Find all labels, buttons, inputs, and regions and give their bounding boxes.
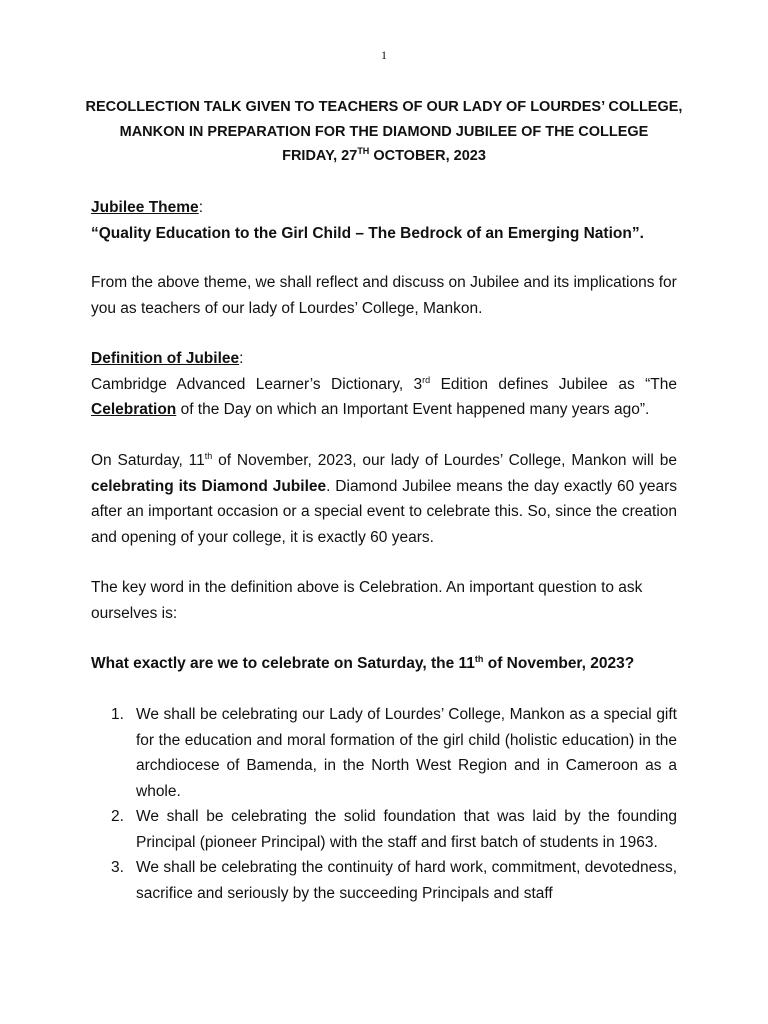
keyword-paragraph: The key word in the definition above is Celebration. An important question to ask ourselves is:	[91, 579, 643, 622]
title-line-3: FRIDAY, 27TH OCTOBER, 2023	[282, 146, 486, 164]
list-item: 3. We shall be celebrating the continuity of hard work, commitment, devotedness, sacrifice and seriously by the succeeding Principals and staff	[111, 859, 677, 902]
title-line-1: RECOLLECTION TALK GIVEN TO TEACHERS OF OUR LADY OF LOURDES’ COLLEGE,	[85, 99, 683, 115]
question-heading: What exactly are we to celebrate on Saturday, the 11th of November, 2023?	[91, 653, 635, 672]
list-item: 1. We shall be celebrating our Lady of Lourdes’ College, Mankon as a special gift for the education and moral formation of the girl child (holistic education) in the archdiocese of Bamenda, in the North West Region and in Cameroon as a whole.	[111, 706, 677, 800]
saturday-paragraph: On Saturday, 11th of November, 2023, our lady of Lourdes’ College, Mankon will be celebrating its Diamond Jubilee. Diamond Jubilee means the day exactly 60 years after an important occasion or a special event to celebrate this. So, since the creation and opening of your college, it is exactly 60 years.	[91, 450, 677, 546]
document-title	[60, 95, 708, 169]
theme-heading: Jubilee Theme:	[91, 199, 203, 216]
theme-section	[91, 195, 677, 246]
theme-text: “Quality Education to the Girl Child – The Bedrock of an Emerging Nation”.	[91, 224, 644, 242]
definition-heading: Definition of Jubilee:	[91, 350, 244, 367]
title-line-2: MANKON IN PREPARATION FOR THE DIAMOND JUBILEE OF THE COLLEGE	[119, 123, 649, 140]
celebration-list	[91, 702, 677, 906]
intro-paragraph: From the above theme, we shall reflect and discuss on Jubilee and its implications for you as teachers of our lady of Lourdes’ College, Mankon.	[91, 274, 677, 317]
definition-text: Cambridge Advanced Learner’s Dictionary, 3rd Edition defines Jubilee as “The Celebration of the Day on which an Important Event happened many years ago”.	[91, 374, 677, 418]
definition-section	[91, 346, 677, 423]
page-number: 1	[381, 48, 387, 62]
list-item: 2. We shall be celebrating the solid foundation that was laid by the founding Principal (pioneer Principal) with the staff and first batch of students in 1963.	[111, 808, 677, 851]
